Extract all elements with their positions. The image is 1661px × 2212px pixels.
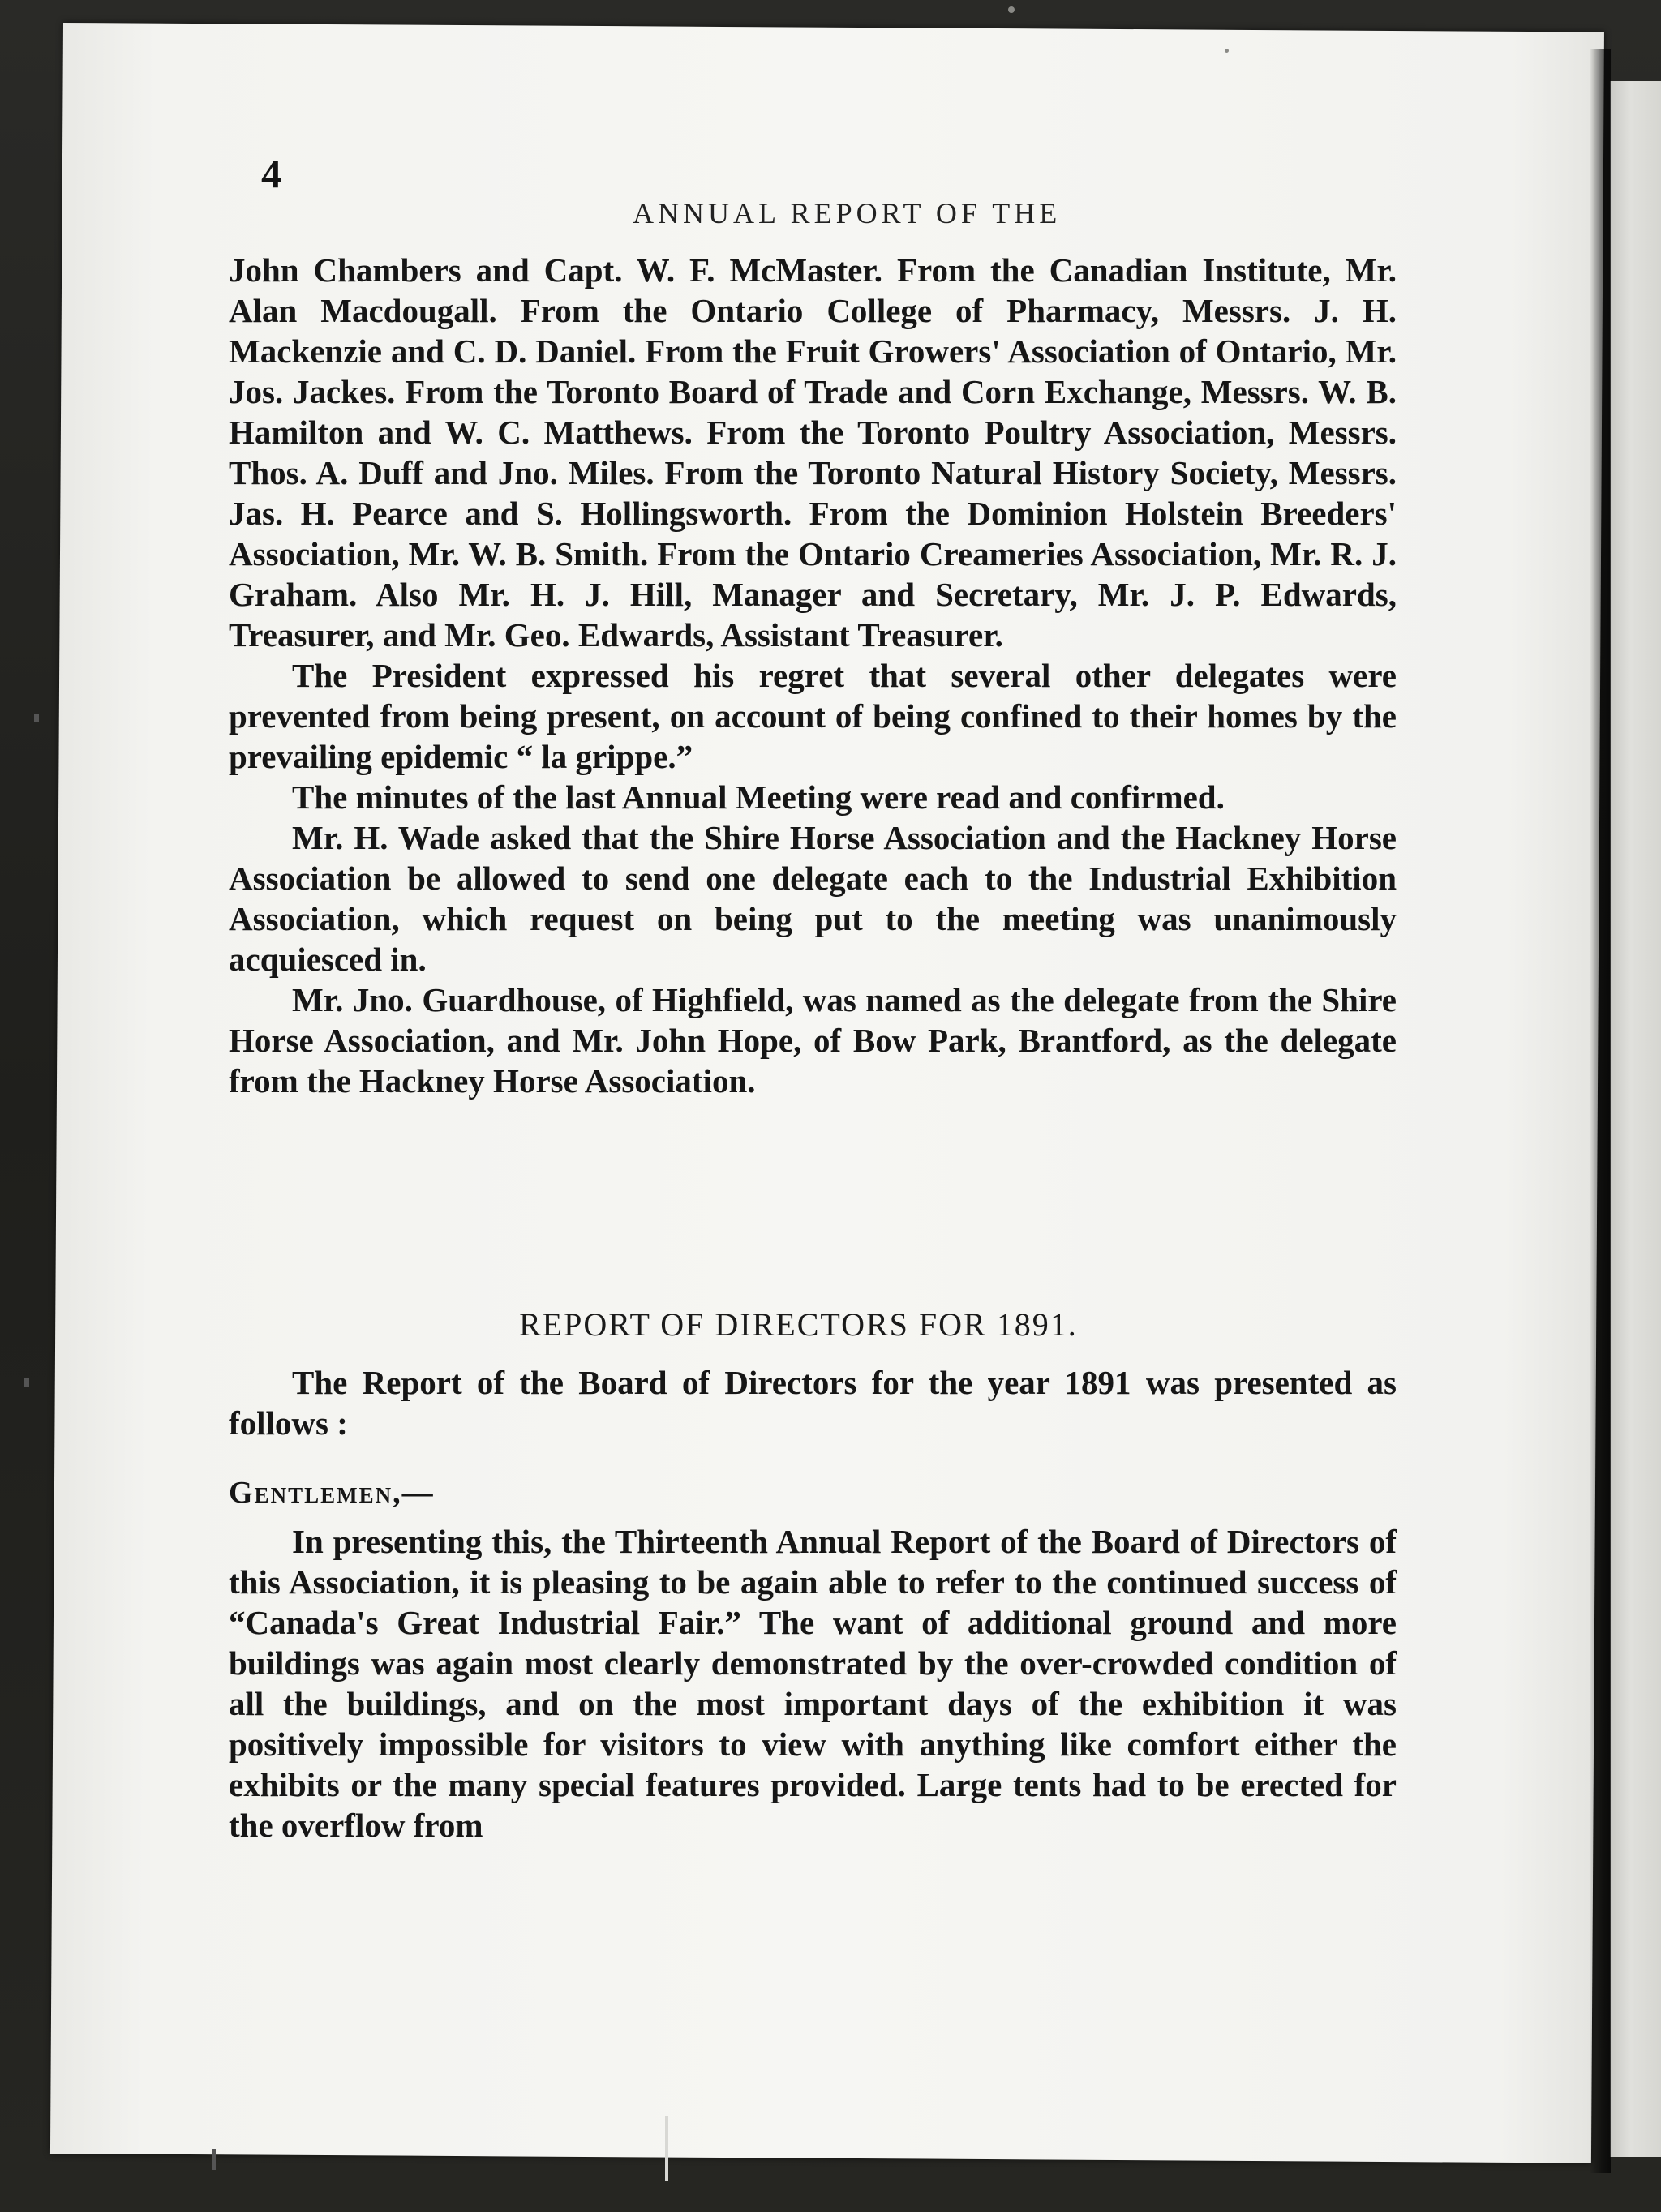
facing-page-edge (1610, 81, 1661, 2157)
margin-mark (24, 1378, 29, 1387)
page-number: 4 (261, 151, 281, 196)
paper-speck (1008, 6, 1015, 13)
margin-mark (665, 2116, 668, 2181)
salutation: Gentlemen,— (229, 1476, 435, 1510)
body-paragraph: John Chambers and Capt. W. F. McMaster. From the Canadian Institute, Mr. Alan Macdougall. From the Ontario College of Pharmacy, Messrs. J. H. Mackenzie and C. D. Daniel. From the Fruit Growers' Association of Ontario, Mr. Jos. Jackes. From the Toronto Board of Trade and Corn Exchange, Messrs. W. B. Hamilton and W. C. Matthews. From the Toronto Poultry Association, Messrs. Thos. A. Duff and Jno. Miles. From the Toronto Natural History Society, Messrs. Jas. H. Pearce and S. Hollingsworth. From the Dominion Holstein Breeders' Association, Mr. W. B. Smith. From the Ontario Creameries Association, Mr. R. J. Graham. Also Mr. H. J. Hill, Manager and Secretary, Mr. J. P. Edwards, Treasurer, and Mr. Geo. Edwards, Assistant Treasurer. (229, 251, 1397, 654)
body-paragraph: The President expressed his regret that several other delegates were prevented from being present, on account of being confined to their homes by the prevailing epidemic “ la grippe.” (229, 657, 1397, 775)
body-paragraph: Mr. Jno. Guardhouse, of Highfield, was named as the delegate from the Shire Horse Association, and Mr. John Hope, of Bow Park, Brantford, as the delegate from the Hackney Horse Association. (229, 981, 1397, 1100)
margin-mark (34, 714, 39, 722)
section-heading: REPORT OF DIRECTORS FOR 1891. (519, 1306, 1078, 1343)
running-head: ANNUAL REPORT OF THE (633, 197, 1062, 229)
body-paragraph: The minutes of the last Annual Meeting were read and confirmed. (292, 778, 1225, 816)
margin-mark (212, 2149, 216, 2170)
gutter-shadow (1590, 49, 1611, 2173)
section-paragraph: In presenting this, the Thirteenth Annual Report of the Board of Directors of this Association, it is pleasing to be again able to refer to the continued success of “Canada's Great Industrial Fair.” The want of additional ground and more buildings was again most clearly demonstrated by the over-crowded condition of all the buildings, and on the most important days of the exhibition it was positively impossible for visitors to view with anything like comfort either the exhibits or the many special features provided. Large tents had to be erected for the overflow from (229, 1523, 1397, 1844)
section-intro: The Report of the Board of Directors for the year 1891 was presented as follows : (229, 1364, 1397, 1442)
body-paragraph: Mr. H. Wade asked that the Shire Horse Association and the Hackney Horse Association be allowed to send one delegate each to the Industrial Exhibition Association, which request on being put to the meeting was unanimously acquiesced in. (229, 819, 1397, 978)
paper-speck (1225, 49, 1229, 53)
body-text (229, 250, 1397, 1101)
section-text (229, 1362, 1397, 1845)
